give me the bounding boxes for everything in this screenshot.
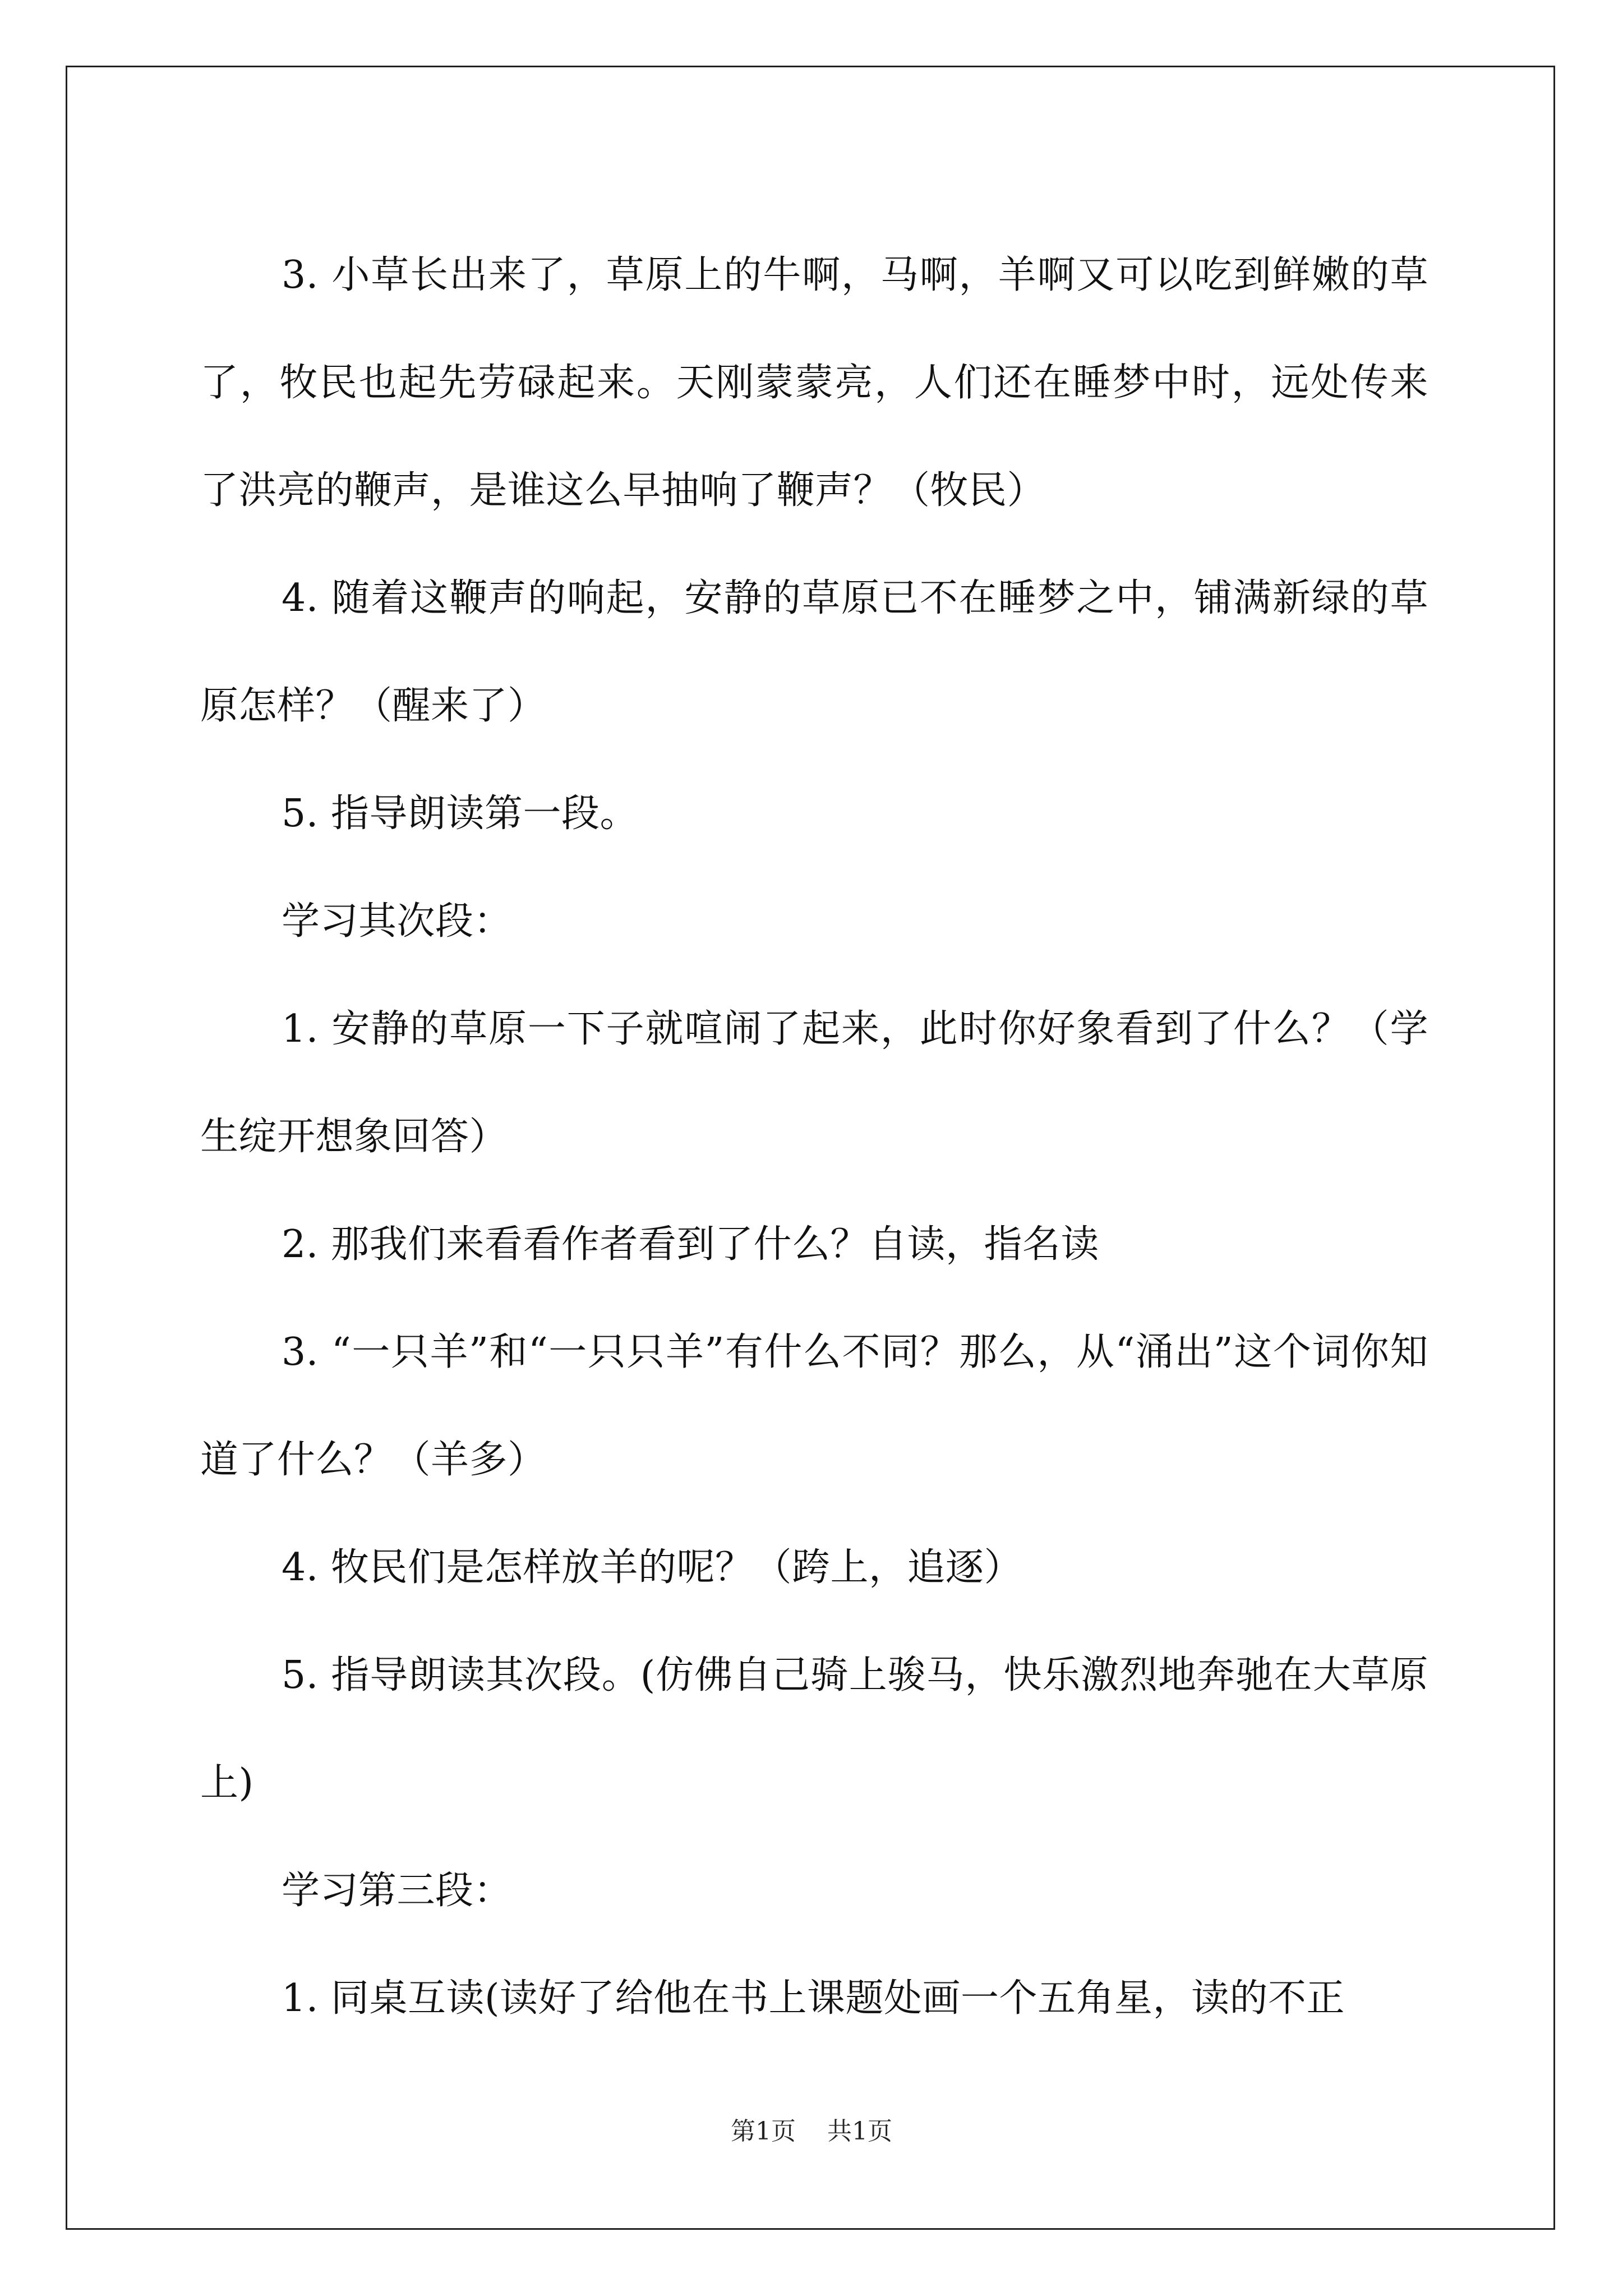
paragraph-7: 4. 牧民们是怎样放羊的呢？（跨上，追逐） [282,1545,1022,1590]
page-number-total: 共1页 [827,2117,892,2146]
paragraph-5: 2. 那我们来看看作者看到了什么？自读，指名读 [282,1222,1099,1267]
page-number-current: 第1页 [731,2117,796,2146]
paragraph-3: 5. 指导朗读第一段。 [282,792,638,836]
paragraph-1: 3. 小草长出来了，草原上的牛啊，马啊，羊啊又可以吃到鲜嫩的草了，牧民也起先劳碌起来。天刚蒙蒙亮，人们还在睡梦中时，远处传来了洪亮的鞭声，是谁这么早抽响了鞭声？（牧民） [200,253,1428,513]
paragraph-8: 5. 指导朗读其次段。(仿佛自己骑上骏马，快乐激烈地奔驰在大草原上) [200,1653,1428,1805]
document-body [200,222,1428,2053]
section-heading-3: 学习第三段： [282,1869,513,1913]
paragraph-2: 4. 随着这鞭声的响起，安静的草原已不在睡梦之中，铺满新绿的草原怎样？（醒来了） [200,576,1428,728]
paragraph-6: 3. “一只羊”和“一只只羊”有什么不同？那么，从“涌出”这个词你知道了什么？（羊多） [200,1330,1428,1482]
page-footer [0,2115,1623,2148]
section-heading-2: 学习其次段： [282,899,513,944]
paragraph-9: 1. 同桌互读(读好了给他在书上课题处画一个五角星，读的不正 [282,1976,1345,2021]
paragraph-4: 1. 安静的草原一下子就喧闹了起来，此时你好象看到了什么？（学生绽开想象回答） [200,1007,1428,1159]
